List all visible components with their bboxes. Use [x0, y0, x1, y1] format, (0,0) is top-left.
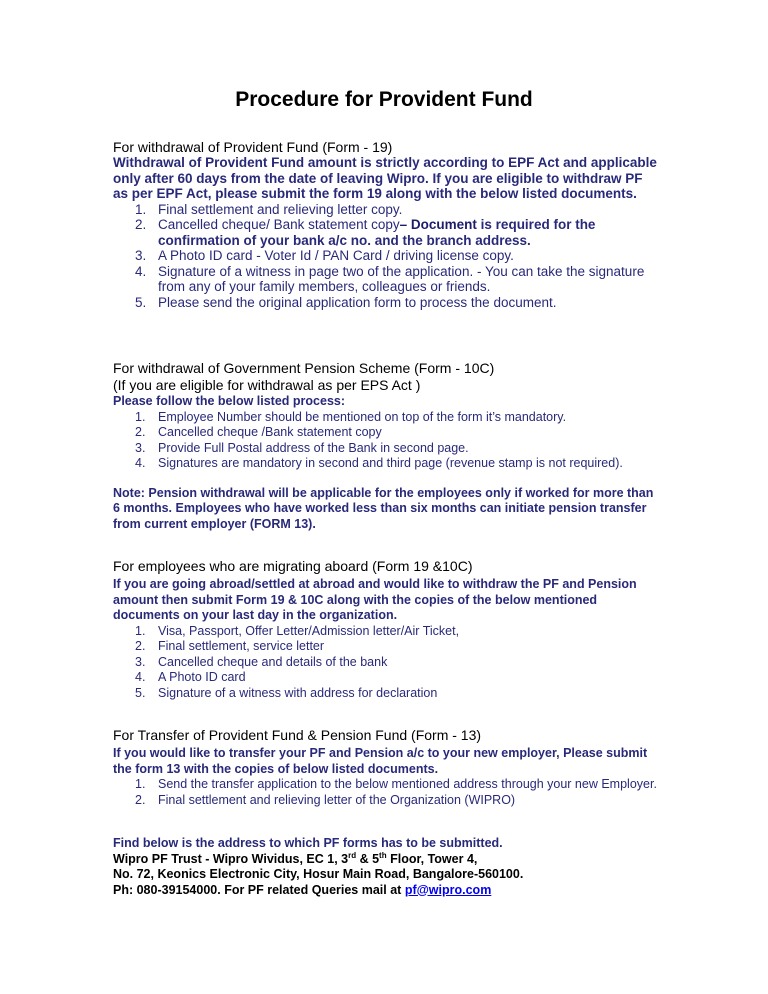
list-item — [113, 670, 658, 686]
pf-withdrawal-section — [113, 139, 658, 310]
pension-withdrawal-section — [113, 360, 658, 532]
address-text: Wipro PF Trust - Wipro Wividus, EC 1, 3 — [113, 851, 349, 866]
transfer-list — [113, 777, 658, 808]
list-item — [113, 295, 658, 311]
list-item — [113, 686, 658, 702]
list-item-text: Final settlement and relieving letter of the Organization (WIPRO) — [158, 792, 516, 807]
list-item-emphasis: – Document — [399, 217, 477, 232]
transfer-section — [113, 727, 658, 808]
list-number: 3. — [135, 440, 146, 455]
address-text: Floor, Tower 4, — [386, 851, 478, 866]
list-number: 4. — [135, 263, 147, 279]
list-item — [113, 425, 658, 441]
list-item-text-bold: is required for the confirmation of your bank a/c no. and the branch address. — [158, 217, 596, 248]
list-item-text: Signature of a witness with address for declaration — [158, 685, 438, 700]
address-line-2: No. 72, Keonics Electronic City, Hosur Main Road, Bangalore-560100. — [113, 867, 524, 881]
transfer-intro: If you would like to transfer your PF and Pension a/c to your new employer, Please submit the form 13 with the copies of below listed documents. — [113, 746, 648, 776]
address-line-3 — [113, 883, 658, 899]
pension-withdrawal-list — [113, 410, 658, 472]
list-item-text: Cancelled cheque/ Bank statement copy — [158, 217, 400, 232]
migrating-list — [113, 624, 658, 702]
address-intro: Find below is the address to which PF forms has to be submitted. — [113, 836, 503, 850]
list-item-text: Signature of a witness in page two of the application. - You can take the signature from any of your family members, colleagues or friends. — [158, 263, 645, 294]
list-item-text: Visa, Passport, Offer Letter/Admission letter/Air Ticket, — [158, 623, 460, 638]
pf-withdrawal-intro: Withdrawal of Provident Fund amount is strictly according to EPF Act and applicable only after 60 days from the date of leaving Wipro. If you are eligible to withdraw PF as per EPF Act, please submit the form 19 along with the below listed documents. — [113, 155, 657, 201]
list-item-text: Provide Full Postal address of the Bank in second page. — [158, 440, 469, 455]
email-link[interactable]: pf@wipro.com — [404, 882, 492, 897]
list-number: 3. — [135, 248, 147, 263]
list-number: 1. — [135, 623, 146, 638]
migrating-section — [113, 558, 658, 701]
transfer-heading: For Transfer of Provident Fund & Pension Fund (Form - 13) — [113, 727, 482, 743]
list-item-text: Cancelled cheque /Bank statement copy — [158, 425, 382, 439]
list-item-text: Please send the original application form to process the document. — [158, 294, 557, 310]
ordinal-suffix: rd — [348, 850, 357, 860]
list-number: 5. — [135, 685, 146, 700]
list-number: 2. — [135, 425, 146, 439]
list-item — [113, 777, 658, 793]
list-number: 2. — [135, 639, 146, 653]
list-item — [113, 655, 658, 671]
list-item — [113, 410, 658, 426]
list-number: 2. — [135, 217, 147, 232]
list-item-text: Employee Number should be mentioned on top of the form it’s mandatory. — [158, 409, 567, 424]
address-text: & 5 — [356, 851, 380, 866]
list-number: 1. — [135, 777, 146, 791]
migrating-heading: For employees who are migrating aboard (Form 19 &10C) — [113, 558, 473, 574]
list-item-text: A Photo ID card — [158, 670, 246, 684]
migrating-intro: If you are going abroad/settled at abroad and would like to withdraw the PF and Pension amount then submit Form 19 & 10C along with the copies of the below mentioned documents on your last day in the organization. — [113, 577, 637, 622]
pension-note: Note: Pension withdrawal will be applicable for the employees only if worked for more than 6 months. Employees who have worked less than six months can initiate pension transfer from current employer (FORM 13). — [113, 485, 654, 531]
pension-withdrawal-subheading: (If you are eligible for withdrawal as per EPS Act ) — [113, 377, 421, 393]
list-number: 1. — [135, 409, 146, 424]
list-number: 4. — [135, 670, 146, 684]
list-number: 1. — [135, 201, 147, 217]
list-item-text: Send the transfer application to the below mentioned address through your new Employer. — [158, 777, 657, 791]
list-item-text: Final settlement and relieving letter copy. — [158, 201, 403, 217]
list-item — [113, 793, 658, 809]
list-item — [113, 456, 658, 472]
list-number: 4. — [135, 456, 146, 470]
contact-text: Ph: 080-39154000. For PF related Queries mail at — [113, 882, 405, 897]
list-number: 3. — [135, 654, 146, 669]
list-item-text: Cancelled cheque and details of the bank — [158, 654, 388, 669]
list-item — [113, 202, 658, 218]
list-item-text: A Photo ID card - Voter Id / PAN Card / driving license copy. — [158, 248, 514, 263]
list-number: 5. — [135, 294, 147, 310]
pension-withdrawal-intro: Please follow the below listed process: — [113, 394, 346, 408]
pension-withdrawal-heading: For withdrawal of Government Pension Scheme (Form - 10C) — [113, 360, 495, 376]
address-section — [113, 836, 658, 898]
list-item — [113, 624, 658, 640]
page-title: Procedure for Provident Fund — [235, 88, 533, 111]
address-line-1 — [113, 852, 658, 868]
list-item-text: Signatures are mandatory in second and third page (revenue stamp is not required). — [158, 456, 623, 470]
list-item — [113, 248, 658, 264]
ordinal-suffix: th — [379, 850, 387, 860]
list-item — [113, 639, 658, 655]
list-item-text: Final settlement, service letter — [158, 639, 325, 653]
list-item — [113, 264, 658, 295]
list-item — [113, 217, 658, 248]
list-item — [113, 441, 658, 457]
list-number: 2. — [135, 792, 146, 807]
pf-withdrawal-list — [113, 202, 658, 311]
pf-withdrawal-heading: For withdrawal of Provident Fund (Form - 19) — [113, 139, 393, 155]
